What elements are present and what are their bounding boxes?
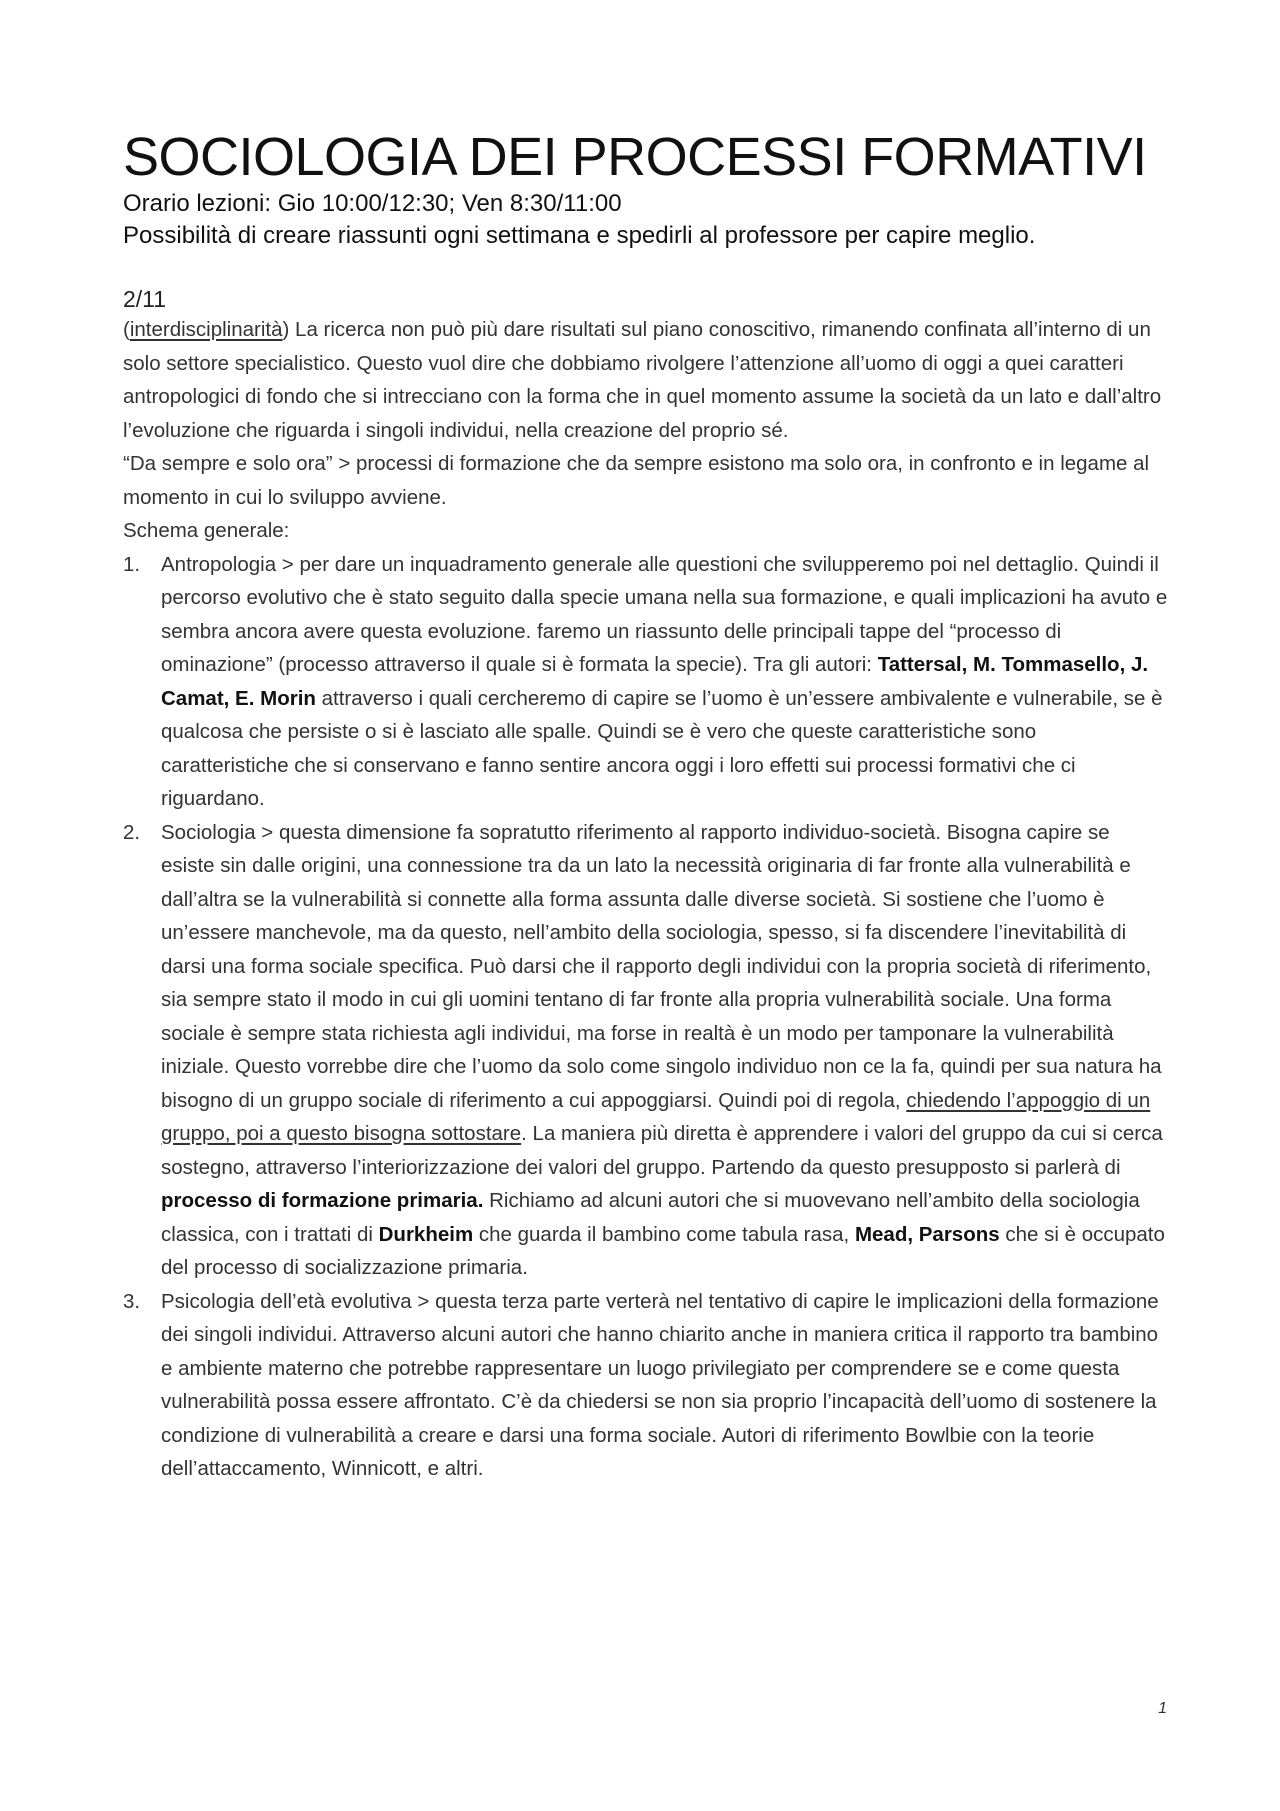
list-item-bold: Mead, Parsons [854, 1222, 1000, 1246]
list-item-bold: Tattersal, M. Tommasello, J. Camat, E. Morin [161, 653, 1149, 710]
page-title: SOCIOLOGIA DEI PROCESSI FORMATIVI [123, 127, 1147, 187]
list-item-text: . La maniera più diretta è apprendere i valori del gruppo da cui si cerca sostegno, attraverso l’interiorizzazione dei valori del gruppo. Partendo da questo presupposto si parlerà di [161, 1122, 1163, 1179]
list-item-text: che si è occupato del processo di socializzazione primaria. [161, 1222, 1165, 1279]
list-item-number: 2. [123, 820, 141, 844]
schedule-line: Orario lezioni: Gio 10:00/12:30; Ven 8:30/11:00 [123, 190, 622, 217]
list-item-number: 3. [123, 1289, 141, 1313]
intro-paragraph [123, 313, 1168, 447]
list-item [123, 1285, 1168, 1486]
list-item-text: che guarda il bambino come tabula rasa, [473, 1222, 855, 1246]
page-number: 1 [1158, 1700, 1167, 1717]
note-line: Possibilità di creare riassunti ogni settimana e spedirli al professore per capire meglio. [123, 222, 1036, 249]
list-item-underlined: chiedendo l’appoggio di un gruppo, poi a questo bisogna sottostare [161, 1088, 1151, 1145]
list-item-bold: Durkheim [378, 1222, 474, 1246]
intro-close-paren: ) [282, 318, 290, 341]
intro-text: La ricerca non può più dare risultati sul piano conoscitivo, rimanendo confinata all’interno di un solo settore specialistico. Questo vuol dire che dobbiamo rivolgere l’attenzione all’uomo di oggi a quei caratteri antropologici di fondo che si intrecciano con la forma che in quel momento assume la società da un lato e dall’altro l’evoluzione che riguarda i singoli individui, nella creazione del proprio sé. [123, 318, 1162, 442]
list-item-text: Antropologia > per dare un inquadramento generale alle questioni che svilupperemo poi nel dettaglio. Quindi il percorso evolutivo che è stato seguito dalla specie umana nella sua formazione, e quali implicazioni ha avuto e sembra ancora avere questa evoluzione. faremo un riassunto delle principali tappe del “processo di ominazione” (processo attraverso il quale si è formata la specie). Tra gli autori: [161, 552, 1168, 676]
schema-list [123, 548, 1168, 1486]
page-content [123, 126, 1168, 1486]
intro-term: interdisciplinarità [129, 318, 283, 341]
list-item-bold: processo di formazione primaria. [161, 1189, 484, 1212]
schema-label: Schema generale: [123, 519, 290, 542]
quote-paragraph: “Da sempre e solo ora” > processi di formazione che da sempre esistono ma solo ora, in confronto e in legame al momento in cui lo sviluppo avviene. [123, 452, 1150, 509]
list-item-number: 1. [123, 552, 141, 576]
list-item-text: Sociologia > questa dimensione fa sopratutto riferimento al rapporto individuo-società. Bisogna capire se esiste sin dalle origini, una connessione tra da un lato la necessità originaria di far fronte alla vulnerabilità e dall’altra se la vulnerabilità si connette alla forma assunta dalle diverse società. Si sostiene che l’uomo è un’essere manchevole, ma da questo, nell’ambito della sociologia, spesso, si fa discendere l’inevitabilità di darsi una forma sociale specifica. Può darsi che il rapporto degli individui con la propria società di riferimento, sia sempre stato il modo in cui gli uomini tentano di far fronte alla propria vulnerabilità sociale. Una forma sociale è sempre stata richiesta agli individui, ma forse in realtà è un modo per tamponare la vulnerabilità iniziale. Questo vorrebbe dire che l’uomo da solo come singolo individuo non ce la fa, quindi per sua natura ha bisogno di un gruppo sociale di riferimento a cui appoggiarsi. Quindi poi di regola, [161, 820, 1162, 1112]
list-item-text: attraverso i quali cercheremo di capire se l’uomo è un’essere ambivalente e vulnerabile, se è qualcosa che persiste o si è lasciato alle spalle. Quindi se è vero che queste caratteristiche sono caratteristiche che si conservano e fanno sentire ancora oggi i loro effetti sui processi formativi che ci riguardano. [161, 686, 1163, 810]
list-item-text: Psicologia dell’età evolutiva > questa terza parte verterà nel tentativo di capire le implicazioni della formazione dei singoli individui. Attraverso alcuni autori che hanno chiarito anche in maniera critica il rapporto tra bambino e ambiente materno che potrebbe rappresentare un luogo privilegiato per comprendere se e come questa vulnerabilità possa essere affrontato. C’è da chiedersi se non sia proprio l’incapacità dell’uomo di sostenere la condizione di vulnerabilità a creare e darsi una forma sociale. Autori di riferimento Bowlbie con la teorie dell’attaccamento, Winnicott, e altri. [161, 1289, 1159, 1480]
intro-open-paren: ( [123, 318, 130, 341]
list-item [123, 816, 1168, 1285]
lesson-date: 2/11 [123, 286, 167, 312]
list-item-text: Richiamo ad alcuni autori che si muovevano nell’ambito della sociologia classica, con i trattati di [161, 1189, 1140, 1246]
list-item [123, 548, 1168, 816]
